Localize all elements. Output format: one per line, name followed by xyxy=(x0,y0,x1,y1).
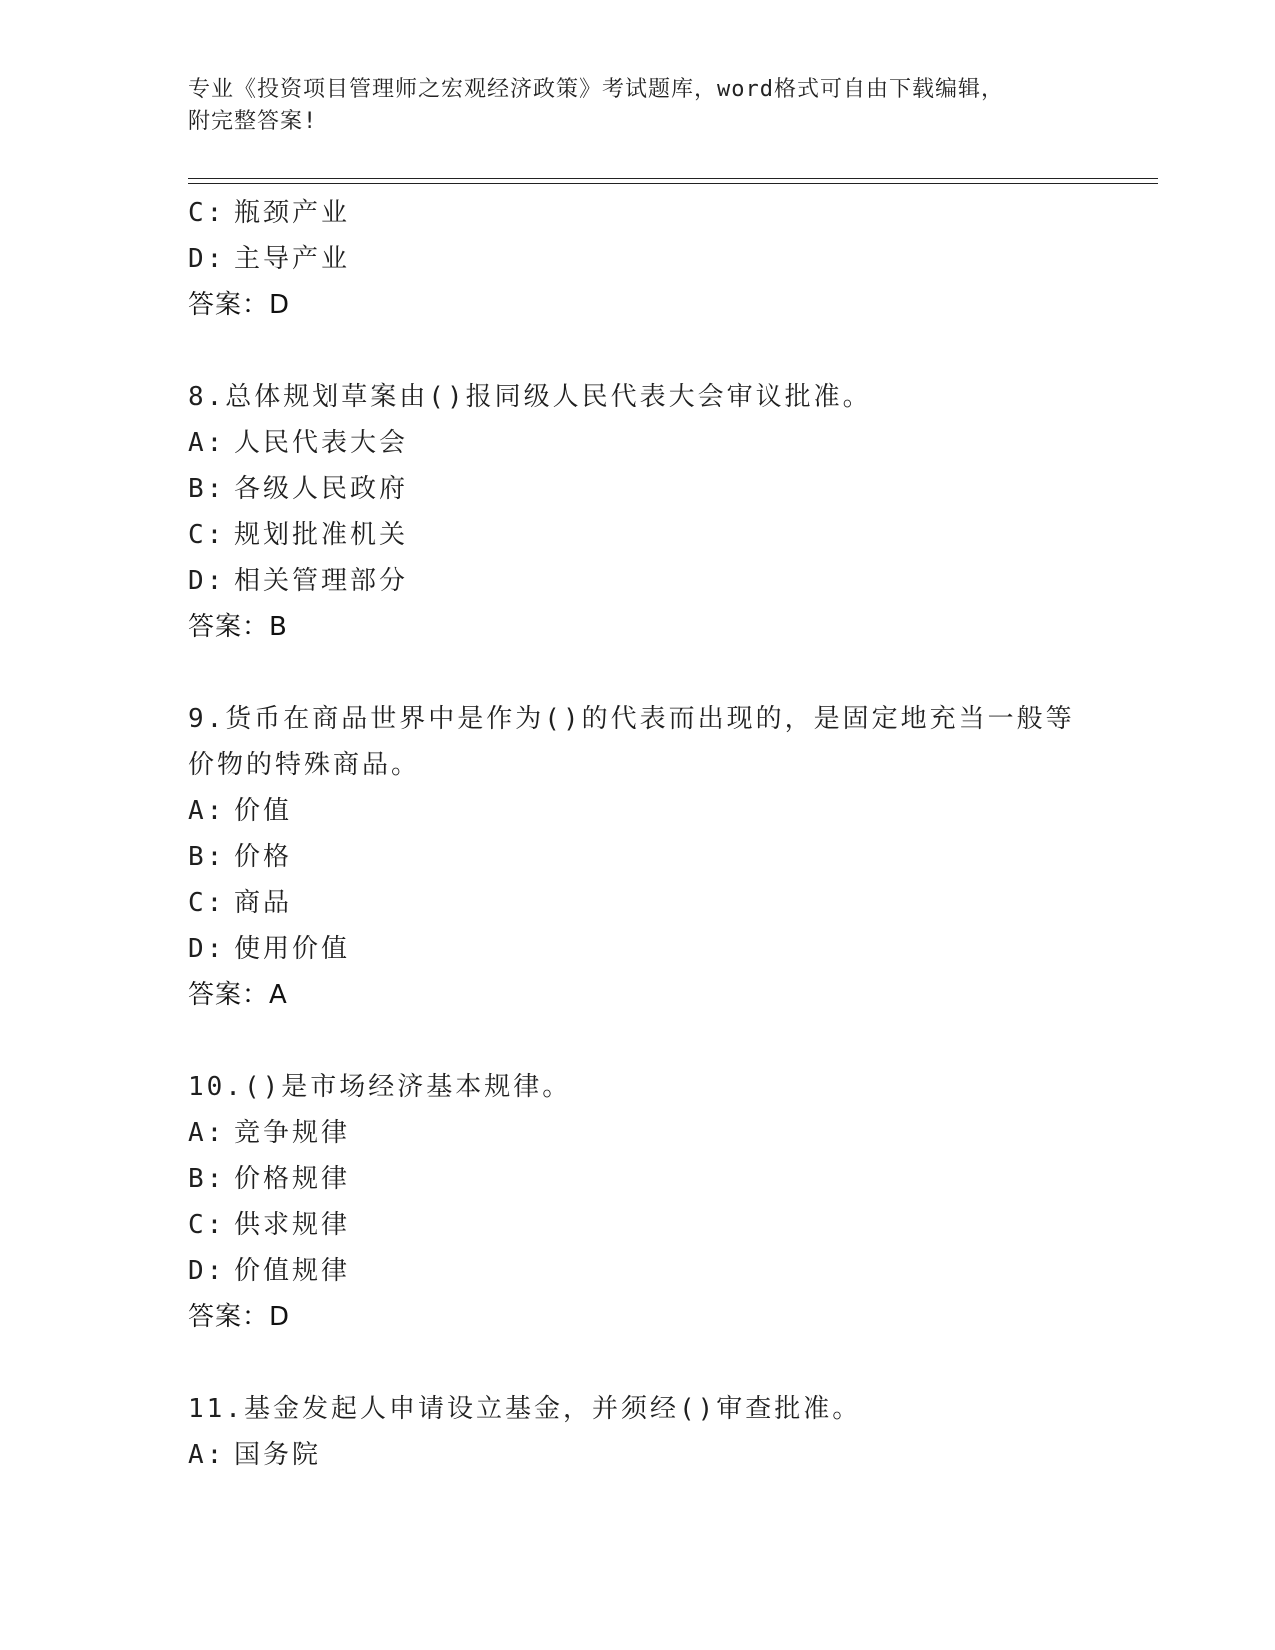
option-key: C: xyxy=(188,888,226,918)
question-stem: 10.()是市场经济基本规律。 xyxy=(188,1072,572,1102)
option-row xyxy=(188,926,1088,972)
spacer xyxy=(188,1018,1088,1064)
option-text: 国务院 xyxy=(234,1440,322,1470)
option-text: 价格规律 xyxy=(234,1164,351,1194)
option-row xyxy=(188,880,1088,926)
answer-line: 答案：B xyxy=(188,612,288,642)
option-key: A: xyxy=(188,428,226,458)
option-row xyxy=(188,788,1088,834)
option-text: 供求规律 xyxy=(234,1210,351,1240)
option-key: D: xyxy=(188,244,226,274)
question-stem: 8.总体规划草案由()报同级人民代表大会审议批准。 xyxy=(188,382,872,412)
option-key: B: xyxy=(188,842,226,872)
option-text: 规划批准机关 xyxy=(234,520,409,550)
question-stem: 9.货币在商品世界中是作为()的代表而出现的，是固定地充当一般等 xyxy=(188,704,1075,734)
option-key: B: xyxy=(188,1164,226,1194)
header-line-2: 附完整答案! xyxy=(188,109,318,134)
header-line-1: 专业《投资项目管理师之宏观经济政策》考试题库，word格式可自由下载编辑， xyxy=(188,77,1004,102)
option-row xyxy=(188,1110,1088,1156)
option-key: A: xyxy=(188,796,226,826)
option-text: 价值规律 xyxy=(234,1256,351,1286)
option-text: 人民代表大会 xyxy=(234,428,409,458)
spacer xyxy=(188,650,1088,696)
spacer xyxy=(188,328,1088,374)
option-key: A: xyxy=(188,1440,226,1470)
option-row xyxy=(188,834,1088,880)
option-row xyxy=(188,1248,1088,1294)
option-row xyxy=(188,420,1088,466)
option-text: 价值 xyxy=(234,796,293,826)
option-key: B: xyxy=(188,474,226,504)
option-text: 相关管理部分 xyxy=(234,566,409,596)
option-key: C: xyxy=(188,1210,226,1240)
question-stem: 11.基金发起人申请设立基金，并须经()审查批准。 xyxy=(188,1394,862,1424)
option-row xyxy=(188,466,1088,512)
option-text: 商品 xyxy=(234,888,293,918)
option-text: 竞争规律 xyxy=(234,1118,351,1148)
question-list xyxy=(188,190,1088,1478)
option-text: 主导产业 xyxy=(234,244,351,274)
answer-line: 答案：D xyxy=(188,290,291,320)
option-key: C: xyxy=(188,520,226,550)
option-row xyxy=(188,190,1088,236)
option-row xyxy=(188,236,1088,282)
option-key: D: xyxy=(188,934,226,964)
header-divider-bottom xyxy=(188,183,1158,184)
option-text: 使用价值 xyxy=(234,934,351,964)
option-row xyxy=(188,1202,1088,1248)
question-stem-continued: 价物的特殊商品。 xyxy=(188,750,421,780)
option-row xyxy=(188,512,1088,558)
option-text: 价格 xyxy=(234,842,293,872)
option-key: A: xyxy=(188,1118,226,1148)
option-row xyxy=(188,1156,1088,1202)
option-text: 各级人民政府 xyxy=(234,474,409,504)
option-key: C: xyxy=(188,198,226,228)
header-divider-top xyxy=(188,178,1158,179)
spacer xyxy=(188,1340,1088,1386)
option-text: 瓶颈产业 xyxy=(234,198,351,228)
option-row xyxy=(188,1432,1088,1478)
option-row xyxy=(188,558,1088,604)
page-header xyxy=(188,74,1088,138)
answer-line: 答案：D xyxy=(188,1302,291,1332)
answer-line: 答案：A xyxy=(188,980,288,1010)
option-key: D: xyxy=(188,566,226,596)
option-key: D: xyxy=(188,1256,226,1286)
